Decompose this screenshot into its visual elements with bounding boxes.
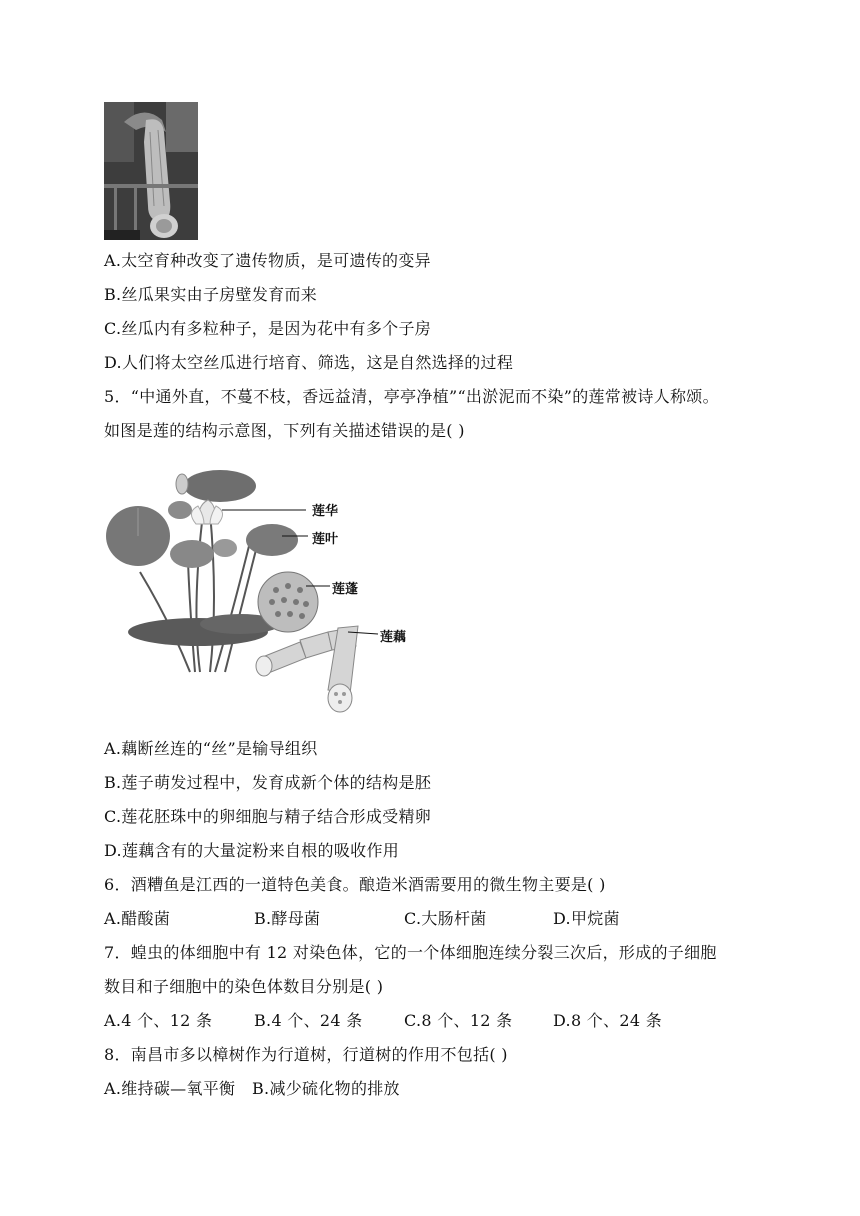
q8-stem: 8．南昌市多以樟树作为行道树，行道树的作用不包括( ) <box>104 1045 508 1064</box>
q6-option-a: A.醋酸菌 <box>104 909 171 928</box>
q8-option-a: A.维持碳—氧平衡 <box>104 1079 236 1098</box>
q6-option-c: C.大肠杆菌 <box>404 909 487 928</box>
q6-option-b: B.酵母菌 <box>254 909 321 928</box>
q7-option-b: B.4 个、24 条 <box>254 1011 363 1030</box>
q4-option-a: A.太空育种改变了遗传物质，是可遗传的变异 <box>104 251 431 270</box>
q7-option-d: D.8 个、24 条 <box>553 1011 663 1030</box>
q7-option-c: C.8 个、12 条 <box>404 1011 513 1030</box>
q5-option-c: C.莲花胚珠中的卵细胞与精子结合形成受精卵 <box>104 807 432 826</box>
q6-stem: 6．酒糟鱼是江西的一道特色美食。酿造米酒需要用的微生物主要是( ) <box>104 875 606 894</box>
q7-option-a: A.4 个、12 条 <box>104 1011 213 1030</box>
label-lotus-root: 莲藕 <box>380 630 407 645</box>
q5-option-a: A.藕断丝连的“丝”是输导组织 <box>104 739 318 758</box>
q7-stem-line2: 数目和子细胞中的染色体数目分别是( ) <box>104 977 384 996</box>
q7-options-row <box>104 1010 724 1032</box>
q4-option-c: C.丝瓜内有多粒种子，是因为花中有多个子房 <box>104 319 432 338</box>
loofah-photo <box>104 102 198 240</box>
q6-options-row <box>104 908 704 930</box>
q6-option-d: D.甲烷菌 <box>553 909 620 928</box>
label-lotus-seedpod: 莲蓬 <box>332 582 359 597</box>
q7-stem-line1: 7．蝗虫的体细胞中有 12 对染色体，它的一个体细胞连续分裂三次后，形成的子细胞 <box>104 943 717 962</box>
label-lotus-leaf: 莲叶 <box>312 532 339 547</box>
q8-option-b: B.减少硫化物的排放 <box>252 1079 400 1098</box>
q5-option-d: D.莲藕含有的大量淀粉来自根的吸收作用 <box>104 841 400 860</box>
q4-option-d: D.人们将太空丝瓜进行培育、筛选，这是自然选择的过程 <box>104 353 514 372</box>
q8-options-row <box>104 1078 504 1100</box>
lotus-structure-diagram <box>100 462 420 724</box>
q5-stem-line1: 5．“中通外直，不蔓不枝，香远益清，亭亭净植”“出淤泥而不染”的莲常被诗人称颂。 <box>104 387 719 406</box>
q4-option-b: B.丝瓜果实由子房壁发育而来 <box>104 285 318 304</box>
q5-stem-line2: 如图是莲的结构示意图，下列有关描述错误的是( ) <box>104 421 465 440</box>
q5-option-b: B.莲子萌发过程中，发育成新个体的结构是胚 <box>104 773 432 792</box>
label-lotus-flower: 莲华 <box>312 504 339 519</box>
